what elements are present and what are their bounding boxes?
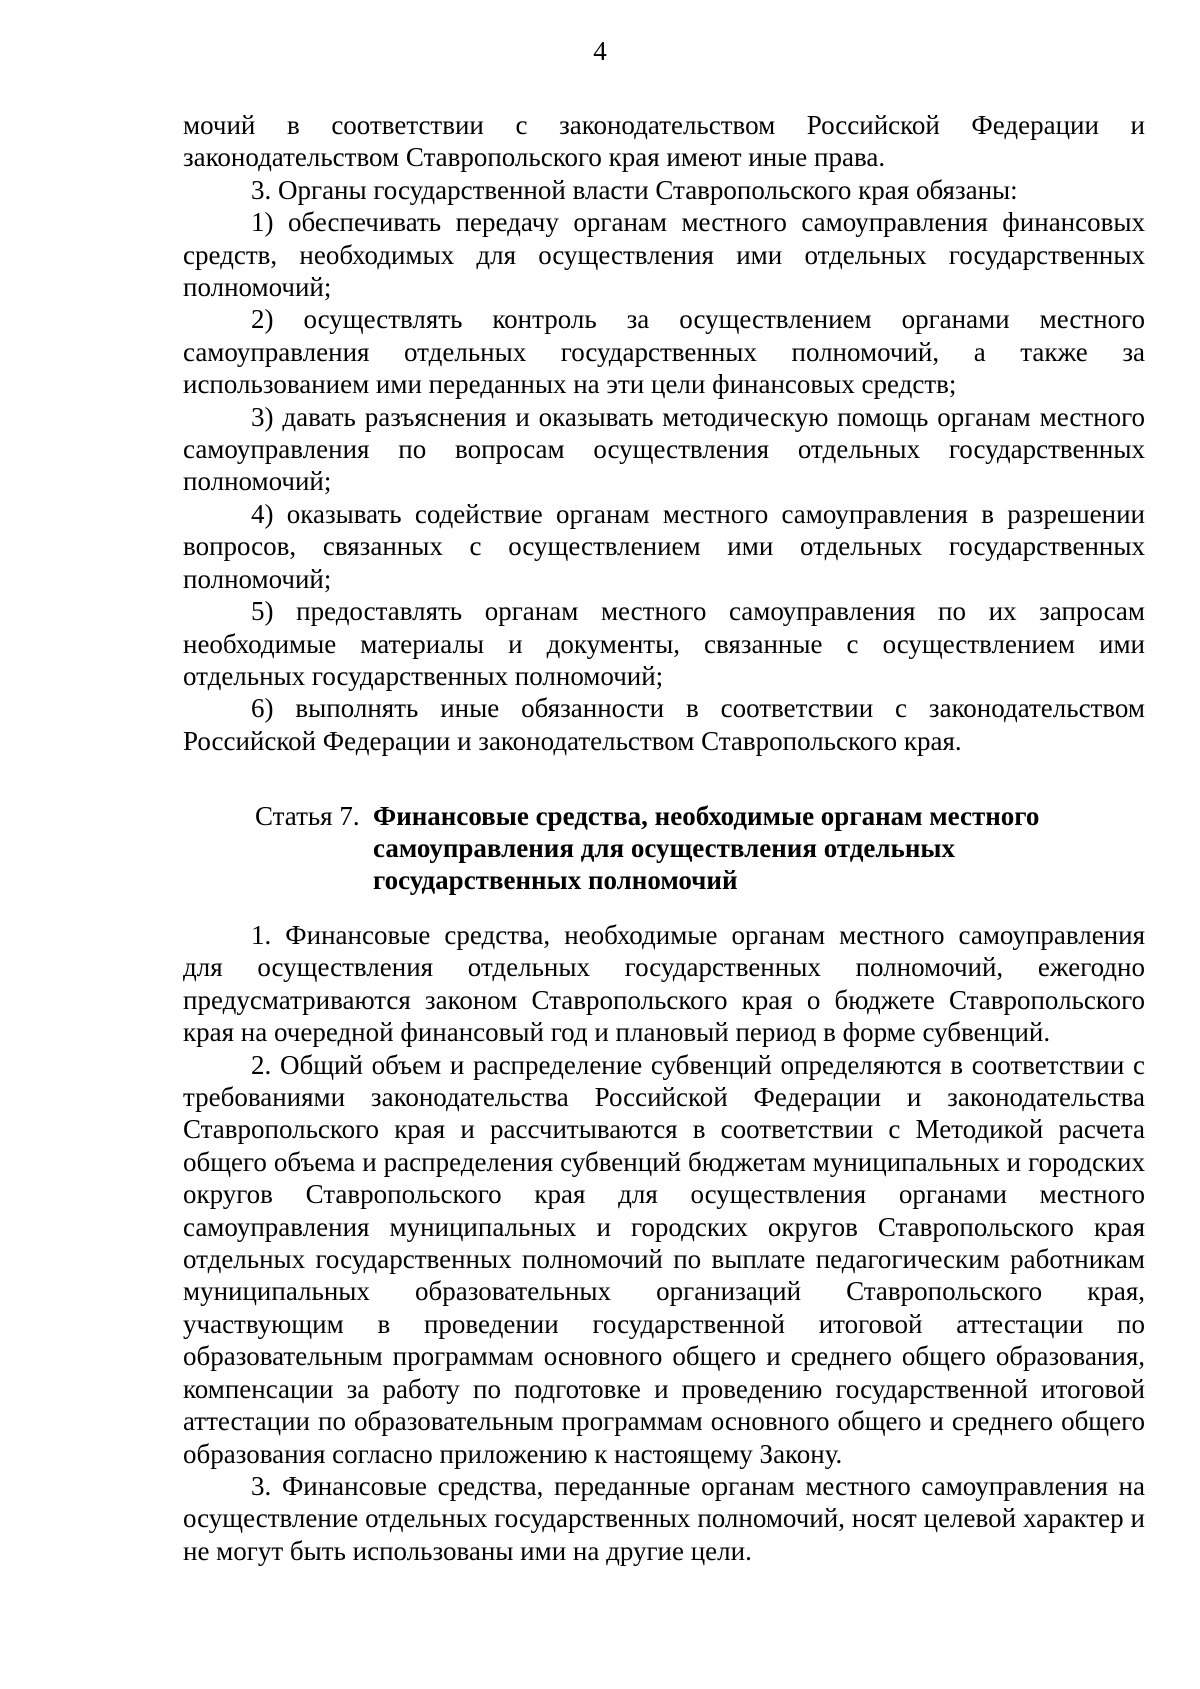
- article-title-line: Финансовые средства, необходимые органам местного: [373, 801, 1040, 831]
- article-label: Статья 7.: [255, 801, 360, 831]
- article6-continuation: [183, 109, 1145, 757]
- article-paragraph: 1. Финансовые средства, необходимые органам местного самоуправления для осуществления отдельных государственных полномочий, ежегодно предусматриваются законом Ставропольского края о бюджете Ставропольского края на очередной финансовый год и плановый период в форме субвенций.: [183, 920, 1145, 1048]
- list-item: 3) давать разъяснения и оказывать методическую помощь органам местного самоуправления по вопросам осуществления отдельных государственных полномочий;: [183, 401, 1145, 497]
- list-item: 4) оказывать содействие органам местного самоуправления в разрешении вопросов, связанных с осуществлением ими отдельных государственных полномочий;: [183, 498, 1145, 594]
- article-title: [373, 800, 1153, 896]
- list-item: 2) осуществлять контроль за осуществлением органами местного самоуправления отдельных государственных полномочий, а также за использованием ими переданных на эти цели финансовых средств;: [183, 304, 1145, 400]
- continuation-paragraph: мочий в соответствии с законодательством Российской Федерации и законодательством Ставропольского края имеют иные права.: [183, 110, 1145, 173]
- para3-intro: 3. Органы государственной власти Ставропольского края обязаны:: [251, 174, 1018, 205]
- article-paragraph: 3. Финансовые средства, переданные органам местного самоуправления на осуществление отдельных государственных полномочий, носят целевой характер и не могут быть использованы ими на другие цели.: [183, 1470, 1145, 1566]
- list-item: 5) предоставлять органам местного самоуправления по их запросам необходимые материалы и документы, связанные с осуществлением ими отдельных государственных полномочий;: [183, 596, 1145, 691]
- article-paragraph: 2. Общий объем и распределение субвенций определяются в соответствии с требованиями законодательства Российской Федерации и законодательства Ставропольского края и рассчитываются в соответствии с Методикой расчета общего объема и распределения субвенций бюджетам муниципальных и городских округов Ставропольского края для осуществления органами местного самоуправления муниципальных и городских округов Ставропольского края отдельных государственных полномочий по выплате педагогическим работникам муниципальных образовательных организаций Ставропольского края, участвующим в проведении государственной итоговой аттестации по образовательным программам основного общего и среднего общего образования, компенсации за работу по подготовке и проведению государственной итоговой аттестации по образовательным программам основного общего и среднего общего образования согласно приложению к настоящему Закону.: [183, 1049, 1145, 1469]
- article-title-line: государственных полномочий: [373, 865, 738, 895]
- article7-body: [183, 919, 1145, 1567]
- list-item: 1) обеспечивать передачу органам местного самоуправления финансовых средств, необходимых для осуществления ими отдельных государственных полномочий;: [183, 207, 1145, 303]
- article-title-line: самоуправления для осуществления отдельных: [373, 833, 955, 863]
- list-item: 6) выполнять иные обязанности в соответствии с законодательством Российской Федерации и законодательством Ставропольского края.: [183, 693, 1145, 756]
- page-number: 4: [593, 36, 607, 66]
